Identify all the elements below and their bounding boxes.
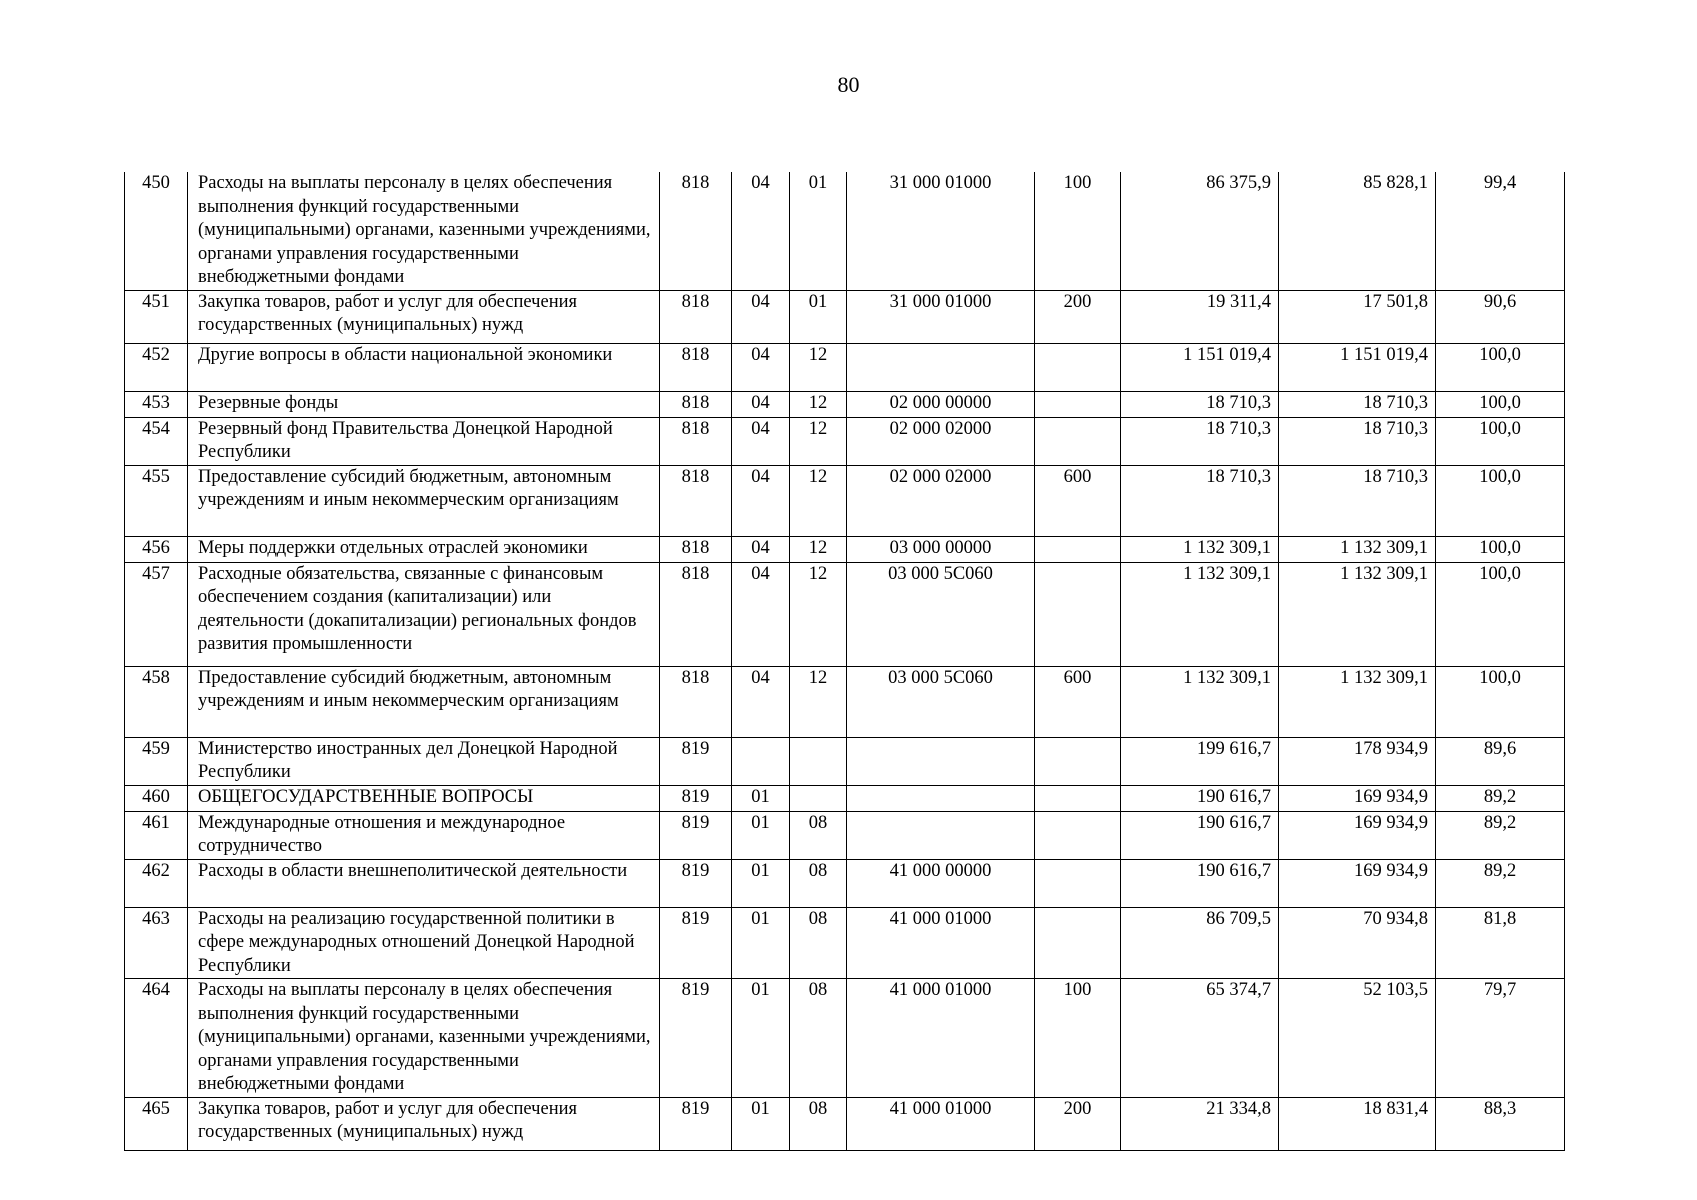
section-code: 04 — [732, 536, 790, 562]
target-article-code: 41 000 00000 — [847, 859, 1035, 907]
table-row — [125, 417, 1565, 465]
planned-amount: 65 374,7 — [1121, 979, 1279, 1098]
target-article-code — [847, 737, 1035, 785]
row-number: 453 — [125, 391, 188, 417]
actual-amount: 169 934,9 — [1279, 859, 1436, 907]
target-article-code: 03 000 00000 — [847, 536, 1035, 562]
planned-amount: 18 710,3 — [1121, 417, 1279, 465]
target-article-code: 02 000 02000 — [847, 465, 1035, 536]
section-code: 04 — [732, 172, 790, 290]
execution-percent: 100,0 — [1436, 562, 1565, 666]
table-row — [125, 666, 1565, 737]
section-code — [732, 737, 790, 785]
expense-type-code — [1035, 785, 1121, 811]
section-code: 01 — [732, 979, 790, 1098]
row-number: 460 — [125, 785, 188, 811]
table-row — [125, 290, 1565, 343]
execution-percent: 81,8 — [1436, 907, 1565, 979]
row-number: 454 — [125, 417, 188, 465]
execution-percent: 89,2 — [1436, 859, 1565, 907]
subsection-code: 12 — [790, 666, 847, 737]
section-code: 01 — [732, 785, 790, 811]
execution-percent: 100,0 — [1436, 666, 1565, 737]
expense-type-code: 200 — [1035, 1097, 1121, 1150]
budget-table — [124, 172, 1565, 1151]
row-number: 451 — [125, 290, 188, 343]
target-article-code: 03 000 5С060 — [847, 666, 1035, 737]
ved-code: 818 — [660, 391, 732, 417]
execution-percent: 89,6 — [1436, 737, 1565, 785]
execution-percent: 100,0 — [1436, 391, 1565, 417]
ved-code: 819 — [660, 1097, 732, 1150]
row-number: 461 — [125, 811, 188, 859]
actual-amount: 1 132 309,1 — [1279, 666, 1436, 737]
row-number: 457 — [125, 562, 188, 666]
subsection-code: 08 — [790, 859, 847, 907]
row-number: 455 — [125, 465, 188, 536]
row-number: 465 — [125, 1097, 188, 1150]
expense-type-code — [1035, 859, 1121, 907]
row-name: Расходы на реализацию государственной политики в сфере международных отношений Донецкой Народной Республики — [188, 907, 660, 979]
subsection-code: 12 — [790, 391, 847, 417]
section-code: 01 — [732, 907, 790, 979]
ved-code: 819 — [660, 811, 732, 859]
planned-amount: 190 616,7 — [1121, 811, 1279, 859]
expense-type-code: 100 — [1035, 979, 1121, 1098]
execution-percent: 89,2 — [1436, 785, 1565, 811]
actual-amount: 52 103,5 — [1279, 979, 1436, 1098]
planned-amount: 199 616,7 — [1121, 737, 1279, 785]
planned-amount: 1 132 309,1 — [1121, 536, 1279, 562]
expense-type-code — [1035, 811, 1121, 859]
target-article-code — [847, 811, 1035, 859]
table-row — [125, 562, 1565, 666]
table-row — [125, 391, 1565, 417]
row-number: 458 — [125, 666, 188, 737]
section-code: 04 — [732, 465, 790, 536]
row-name: Резервные фонды — [188, 391, 660, 417]
target-article-code — [847, 343, 1035, 391]
subsection-code: 12 — [790, 417, 847, 465]
expense-type-code — [1035, 343, 1121, 391]
planned-amount: 18 710,3 — [1121, 465, 1279, 536]
table-row — [125, 536, 1565, 562]
execution-percent: 100,0 — [1436, 417, 1565, 465]
actual-amount: 18 710,3 — [1279, 417, 1436, 465]
section-code: 01 — [732, 811, 790, 859]
section-code: 04 — [732, 562, 790, 666]
table-row — [125, 737, 1565, 785]
ved-code: 818 — [660, 536, 732, 562]
target-article-code: 03 000 5С060 — [847, 562, 1035, 666]
expense-type-code — [1035, 562, 1121, 666]
target-article-code — [847, 785, 1035, 811]
planned-amount: 1 132 309,1 — [1121, 562, 1279, 666]
row-name: Расходы в области внешнеполитической деятельности — [188, 859, 660, 907]
row-name: Закупка товаров, работ и услуг для обеспечения государственных (муниципальных) нужд — [188, 290, 660, 343]
table-row — [125, 811, 1565, 859]
expense-type-code — [1035, 907, 1121, 979]
ved-code: 819 — [660, 979, 732, 1098]
table-row — [125, 907, 1565, 979]
table-row — [125, 979, 1565, 1098]
execution-percent: 99,4 — [1436, 172, 1565, 290]
row-number: 464 — [125, 979, 188, 1098]
actual-amount: 1 132 309,1 — [1279, 562, 1436, 666]
ved-code: 819 — [660, 737, 732, 785]
target-article-code: 02 000 00000 — [847, 391, 1035, 417]
ved-code: 818 — [660, 666, 732, 737]
row-name: ОБЩЕГОСУДАРСТВЕННЫЕ ВОПРОСЫ — [188, 785, 660, 811]
ved-code: 819 — [660, 907, 732, 979]
execution-percent: 100,0 — [1436, 536, 1565, 562]
section-code: 04 — [732, 391, 790, 417]
planned-amount: 190 616,7 — [1121, 785, 1279, 811]
subsection-code — [790, 785, 847, 811]
execution-percent: 100,0 — [1436, 465, 1565, 536]
row-name: Другие вопросы в области национальной экономики — [188, 343, 660, 391]
planned-amount: 190 616,7 — [1121, 859, 1279, 907]
row-name: Закупка товаров, работ и услуг для обеспечения государственных (муниципальных) нужд — [188, 1097, 660, 1150]
table-row — [125, 859, 1565, 907]
section-code: 01 — [732, 1097, 790, 1150]
actual-amount: 18 710,3 — [1279, 465, 1436, 536]
expense-type-code: 100 — [1035, 172, 1121, 290]
row-name: Министерство иностранных дел Донецкой Народной Республики — [188, 737, 660, 785]
row-name: Предоставление субсидий бюджетным, автономным учреждениям и иным некоммерческим организациям — [188, 666, 660, 737]
row-name: Предоставление субсидий бюджетным, автономным учреждениям и иным некоммерческим организациям — [188, 465, 660, 536]
section-code: 01 — [732, 859, 790, 907]
section-code: 04 — [732, 290, 790, 343]
actual-amount: 18 710,3 — [1279, 391, 1436, 417]
actual-amount: 1 151 019,4 — [1279, 343, 1436, 391]
row-number: 456 — [125, 536, 188, 562]
row-number: 462 — [125, 859, 188, 907]
table-row — [125, 465, 1565, 536]
subsection-code: 08 — [790, 811, 847, 859]
ved-code: 818 — [660, 290, 732, 343]
row-name: Резервный фонд Правительства Донецкой Народной Республики — [188, 417, 660, 465]
ved-code: 818 — [660, 562, 732, 666]
execution-percent: 100,0 — [1436, 343, 1565, 391]
row-number: 459 — [125, 737, 188, 785]
page-number: 80 — [837, 72, 860, 97]
subsection-code: 08 — [790, 1097, 847, 1150]
planned-amount: 19 311,4 — [1121, 290, 1279, 343]
execution-percent: 88,3 — [1436, 1097, 1565, 1150]
expense-type-code: 600 — [1035, 666, 1121, 737]
subsection-code — [790, 737, 847, 785]
actual-amount: 18 831,4 — [1279, 1097, 1436, 1150]
planned-amount: 86 709,5 — [1121, 907, 1279, 979]
table-row — [125, 172, 1565, 290]
actual-amount: 169 934,9 — [1279, 785, 1436, 811]
target-article-code: 02 000 02000 — [847, 417, 1035, 465]
expense-type-code — [1035, 536, 1121, 562]
expense-type-code: 200 — [1035, 290, 1121, 343]
table-row — [125, 785, 1565, 811]
row-number: 450 — [125, 172, 188, 290]
subsection-code: 01 — [790, 172, 847, 290]
execution-percent: 89,2 — [1436, 811, 1565, 859]
ved-code: 819 — [660, 785, 732, 811]
actual-amount: 1 132 309,1 — [1279, 536, 1436, 562]
actual-amount: 70 934,8 — [1279, 907, 1436, 979]
expense-type-code — [1035, 417, 1121, 465]
table-row — [125, 343, 1565, 391]
planned-amount: 18 710,3 — [1121, 391, 1279, 417]
target-article-code: 41 000 01000 — [847, 979, 1035, 1098]
target-article-code: 41 000 01000 — [847, 907, 1035, 979]
row-name: Расходные обязательства, связанные с финансовым обеспечением создания (капитализации) или деятельности (докапитализации) региональных фондов развития промышленности — [188, 562, 660, 666]
ved-code: 818 — [660, 417, 732, 465]
subsection-code: 12 — [790, 343, 847, 391]
expense-type-code — [1035, 391, 1121, 417]
section-code: 04 — [732, 417, 790, 465]
subsection-code: 12 — [790, 536, 847, 562]
row-name: Международные отношения и международное сотрудничество — [188, 811, 660, 859]
target-article-code: 41 000 01000 — [847, 1097, 1035, 1150]
row-number: 463 — [125, 907, 188, 979]
planned-amount: 86 375,9 — [1121, 172, 1279, 290]
row-name: Расходы на выплаты персоналу в целях обеспечения выполнения функций государственными (муниципальными) органами, казенными учреждениями, органами управления государственными внебюджетными фондами — [188, 979, 660, 1098]
actual-amount: 17 501,8 — [1279, 290, 1436, 343]
ved-code: 818 — [660, 343, 732, 391]
subsection-code: 08 — [790, 979, 847, 1098]
planned-amount: 1 151 019,4 — [1121, 343, 1279, 391]
row-name: Расходы на выплаты персоналу в целях обеспечения выполнения функций государственными (муниципальными) органами, казенными учреждениями, органами управления государственными внебюджетными фондами — [188, 172, 660, 290]
row-name: Меры поддержки отдельных отраслей экономики — [188, 536, 660, 562]
actual-amount: 169 934,9 — [1279, 811, 1436, 859]
subsection-code: 08 — [790, 907, 847, 979]
section-code: 04 — [732, 666, 790, 737]
subsection-code: 12 — [790, 562, 847, 666]
table-row — [125, 1097, 1565, 1150]
ved-code: 818 — [660, 172, 732, 290]
actual-amount: 178 934,9 — [1279, 737, 1436, 785]
target-article-code: 31 000 01000 — [847, 172, 1035, 290]
subsection-code: 12 — [790, 465, 847, 536]
section-code: 04 — [732, 343, 790, 391]
actual-amount: 85 828,1 — [1279, 172, 1436, 290]
ved-code: 818 — [660, 465, 732, 536]
expense-type-code — [1035, 737, 1121, 785]
row-number: 452 — [125, 343, 188, 391]
planned-amount: 1 132 309,1 — [1121, 666, 1279, 737]
expense-type-code: 600 — [1035, 465, 1121, 536]
ved-code: 819 — [660, 859, 732, 907]
execution-percent: 79,7 — [1436, 979, 1565, 1098]
execution-percent: 90,6 — [1436, 290, 1565, 343]
target-article-code: 31 000 01000 — [847, 290, 1035, 343]
subsection-code: 01 — [790, 290, 847, 343]
planned-amount: 21 334,8 — [1121, 1097, 1279, 1150]
